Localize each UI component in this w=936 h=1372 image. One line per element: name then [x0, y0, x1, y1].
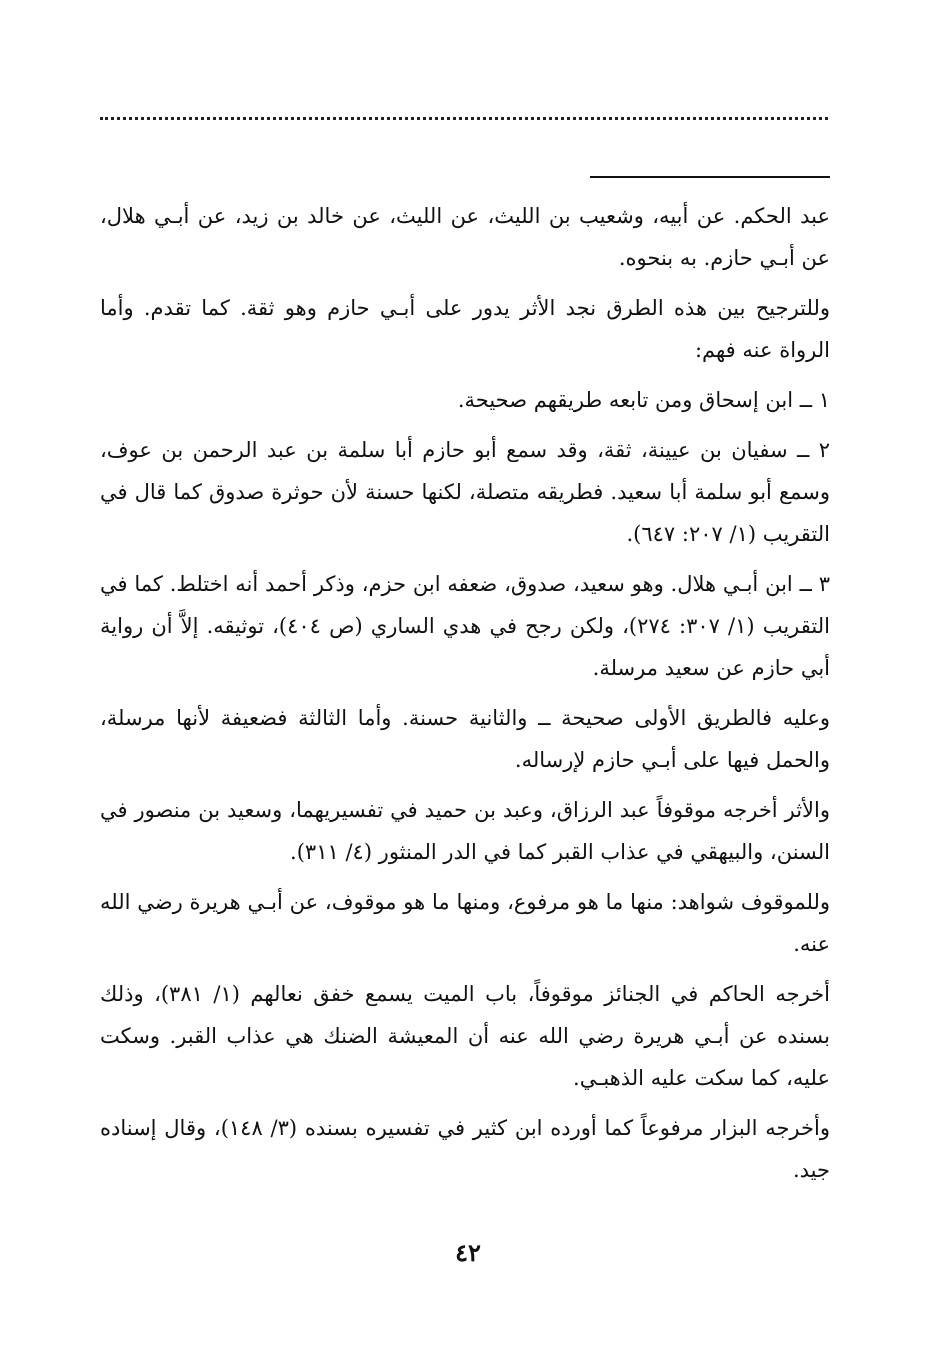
paragraph-9: أخرجه الحاكم في الجنائز موقوفاً، باب الميت يسمع خفق نعالهم (١/ ٣٨١)، وذلك بسنده عن أبـي هريرة رضي الله عنه أن المعيشة الضنك هي عذاب القبر. وسكت عليه، كما سكت عليه الذهبـي.: [100, 982, 830, 1090]
page-number: ٤٢: [455, 1238, 481, 1267]
page-body: [100, 195, 830, 1199]
header-dotted-rule: [100, 117, 828, 120]
paragraph-2: وللترجيح بين هذه الطرق نجد الأثر يدور على أبـي حازم وهو ثقة. كما تقدم. وأما الرواة عنه فهم:: [100, 296, 830, 362]
paragraph-6: وعليه فالطريق الأولى صحيحة ــ والثانية حسنة. وأما الثالثة فضعيفة لأنها مرسلة، والحمل فيها على أبـي حازم لإرساله.: [100, 706, 830, 772]
paragraph-7: والأثر أخرجه موقوفاً عبد الرزاق، وعبد بن حميد في تفسيريهما، وسعيد بن منصور في السنن، والبيهقي في عذاب القبر كما في الدر المنثور (٤/ ٣١١).: [100, 798, 830, 864]
paragraph-3: ١ ــ ابن إسحاق ومن تابعه طريقهم صحيحة.: [457, 388, 830, 412]
paragraph-4: ٢ ــ سفيان بن عيينة، ثقة، وقد سمع أبو حازم أبا سلمة بن عبد الرحمن بن عوف، وسمع أبو سلمة أبا سعيد. فطريقه متصلة، لكنها حسنة لأن حوثرة صدوق كما قال في التقريب (١/ ٢٠٧: ٦٤٧).: [100, 438, 830, 546]
paragraph-8: وللموقوف شواهد: منها ما هو مرفوع، ومنها ما هو موقوف، عن أبـي هريرة رضي الله عنه.: [100, 890, 830, 956]
paragraph-1: عبد الحكم. عن أبيه، وشعيب بن الليث، عن الليث، عن خالد بن زيد، عن أبـي هلال، عن أبـي حازم. به بنحوه.: [100, 204, 830, 270]
footnote-separator-rule: [590, 176, 830, 178]
paragraph-10: وأخرجه البزار مرفوعاً كما أورده ابن كثير في تفسيره بسنده (٣/ ١٤٨)، وقال إسناده جيد.: [100, 1116, 830, 1182]
paragraph-5: ٣ ــ ابن أبـي هلال. وهو سعيد، صدوق، ضعفه ابن حزم، وذكر أحمد أنه اختلط. كما في التقريب (١/ ٣٠٧: ٢٧٤)، ولكن رجح في هدي الساري (ص ٤٠٤)، توثيقه. إلاَّ أن رواية أبي حازم عن سعيد مرسلة.: [100, 572, 830, 680]
